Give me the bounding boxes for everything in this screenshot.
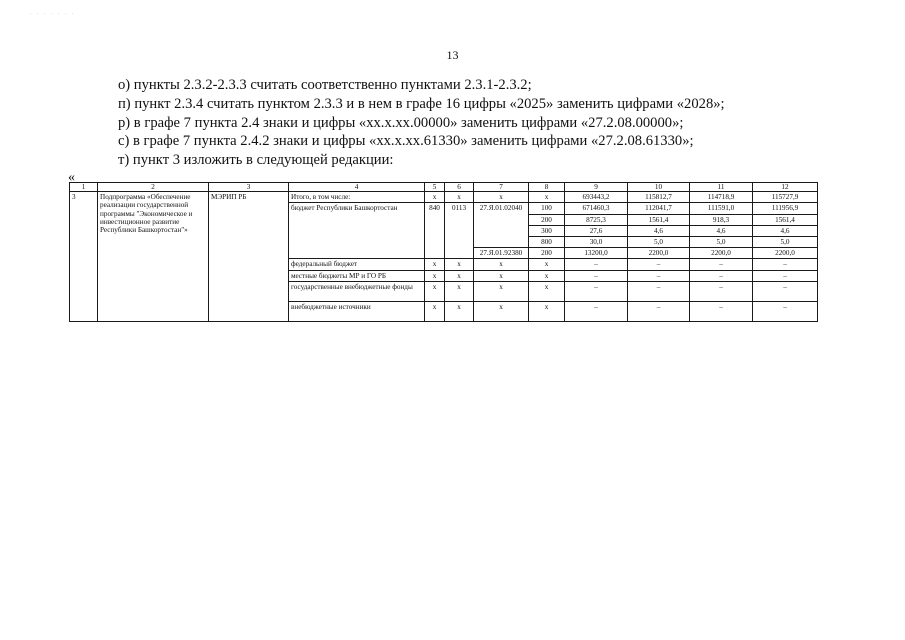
table-cell: –: [690, 301, 753, 321]
funding-source-cell: внебюджетные источники: [289, 301, 425, 321]
table-cell: 115812,7: [628, 192, 690, 203]
table-cell: –: [753, 270, 818, 281]
table-cell: –: [565, 281, 628, 301]
funding-source-cell: бюджет Республики Башкортостан: [289, 203, 425, 259]
table-cell: 840: [425, 203, 445, 259]
table-cell: 111956,9: [753, 203, 818, 214]
amendment-item-o: о) пункты 2.3.2-2.3.3 считать соответственно пунктами 2.3.1-2.3.2;: [118, 77, 532, 93]
table-cell: –: [565, 270, 628, 281]
table-cell: 800: [529, 237, 565, 248]
amendment-item-s: с) в графе 7 пункта 2.4.2 знаки и цифры «хх.х.хх.61330» заменить цифрами «27.2.08.61330»;: [118, 133, 694, 150]
table-cell: 13200,0: [565, 248, 628, 259]
table-cell: 671460,3: [565, 203, 628, 214]
table-row: [70, 192, 818, 203]
program-name-cell: Подпрограмма «Обеспечение реализации государственной программы "Экономическое и инвестиционное развитие Республики Башкортостан"»: [98, 192, 209, 322]
amendment-item-t: т) пункт 3 изложить в следующей редакции:: [118, 152, 394, 169]
table-cell: 30,0: [565, 237, 628, 248]
table-cell: 0113: [445, 203, 474, 259]
table-cell: 1561,4: [628, 214, 690, 225]
table-cell: 5,0: [690, 237, 753, 248]
table-cell: 200: [529, 248, 565, 259]
table-cell: –: [565, 301, 628, 321]
table-cell: х: [529, 192, 565, 203]
table-cell: х: [474, 259, 529, 270]
table-cell: 300: [529, 225, 565, 236]
column-header: 3: [209, 183, 289, 192]
column-header: 1: [70, 183, 98, 192]
funding-source-cell: федеральный бюджет: [289, 259, 425, 270]
table-cell: х: [425, 259, 445, 270]
table-header-row: [70, 183, 818, 192]
table-cell: 2200,0: [753, 248, 818, 259]
amendment-item-r: р) в графе 7 пункта 2.4 знаки и цифры «хх.х.хх.00000» заменить цифрами «27.2.08.00000»;: [118, 114, 684, 131]
column-header: 2: [98, 183, 209, 192]
table-cell: х: [474, 301, 529, 321]
table-cell: х: [529, 301, 565, 321]
table-cell: 27.Я.01.02040: [474, 203, 529, 248]
column-header: 6: [445, 183, 474, 192]
funding-source-cell: местные бюджеты МР и ГО РБ: [289, 270, 425, 281]
table-cell: х: [425, 301, 445, 321]
table-cell: х: [445, 192, 474, 203]
table-cell: 114718,9: [690, 192, 753, 203]
funding-source-cell: Итого, в том числе:: [289, 192, 425, 203]
column-header: 8: [529, 183, 565, 192]
table-cell: 1561,4: [753, 214, 818, 225]
table-cell: х: [425, 192, 445, 203]
table-cell: 2200,0: [690, 248, 753, 259]
table-cell: х: [445, 281, 474, 301]
page-number: 13: [446, 48, 459, 62]
table-cell: х: [425, 270, 445, 281]
table-cell: 4,6: [753, 225, 818, 236]
table-cell: –: [690, 259, 753, 270]
table-cell: х: [474, 192, 529, 203]
table-cell: 5,0: [628, 237, 690, 248]
table-cell: х: [529, 259, 565, 270]
financing-table: [69, 182, 818, 322]
table-cell: 4,6: [690, 225, 753, 236]
table-cell: х: [445, 301, 474, 321]
table-cell: –: [565, 259, 628, 270]
table-cell: х: [529, 270, 565, 281]
column-header: 4: [289, 183, 425, 192]
column-header: 9: [565, 183, 628, 192]
opening-quote: «: [68, 170, 75, 185]
table-cell: 2200,0: [628, 248, 690, 259]
table-cell: –: [753, 301, 818, 321]
column-header: 11: [690, 183, 753, 192]
table-cell: –: [628, 301, 690, 321]
table-cell: 27.Я.01.92380: [474, 248, 529, 259]
column-header: 10: [628, 183, 690, 192]
table-cell: 4,6: [628, 225, 690, 236]
table-cell: –: [690, 281, 753, 301]
table-cell: –: [628, 259, 690, 270]
table-cell: 100: [529, 203, 565, 214]
funding-source-cell: государственные внебюджетные фонды: [289, 281, 425, 301]
table-cell: –: [690, 270, 753, 281]
executor-cell: МЭРИП РБ: [209, 192, 289, 322]
table-cell: 8725,3: [565, 214, 628, 225]
table-cell: х: [529, 281, 565, 301]
table-cell: –: [753, 281, 818, 301]
column-header: 12: [753, 183, 818, 192]
table-cell: 918,3: [690, 214, 753, 225]
table-cell: –: [753, 259, 818, 270]
table-cell: 27,6: [565, 225, 628, 236]
table-cell: 111591,0: [690, 203, 753, 214]
table-cell: 115727,9: [753, 192, 818, 203]
scan-artifact: . . . . . . .: [30, 10, 76, 16]
column-header: 7: [474, 183, 529, 192]
amendment-item-p: п) пункт 2.3.4 считать пунктом 2.3.3 и в нем в графе 16 цифры «2025» заменить цифрами «2028»;: [118, 95, 725, 112]
amendment-list: [118, 76, 858, 170]
table-cell: х: [445, 270, 474, 281]
table-cell: х: [474, 270, 529, 281]
table-cell: х: [445, 259, 474, 270]
table-cell: 112041,7: [628, 203, 690, 214]
table-cell: –: [628, 270, 690, 281]
item-number-cell: 3: [70, 192, 98, 322]
column-header: 5: [425, 183, 445, 192]
table-cell: –: [628, 281, 690, 301]
table-cell: 5,0: [753, 237, 818, 248]
table-cell: х: [474, 281, 529, 301]
table-cell: 200: [529, 214, 565, 225]
table-cell: х: [425, 281, 445, 301]
table-cell: 693443,2: [565, 192, 628, 203]
